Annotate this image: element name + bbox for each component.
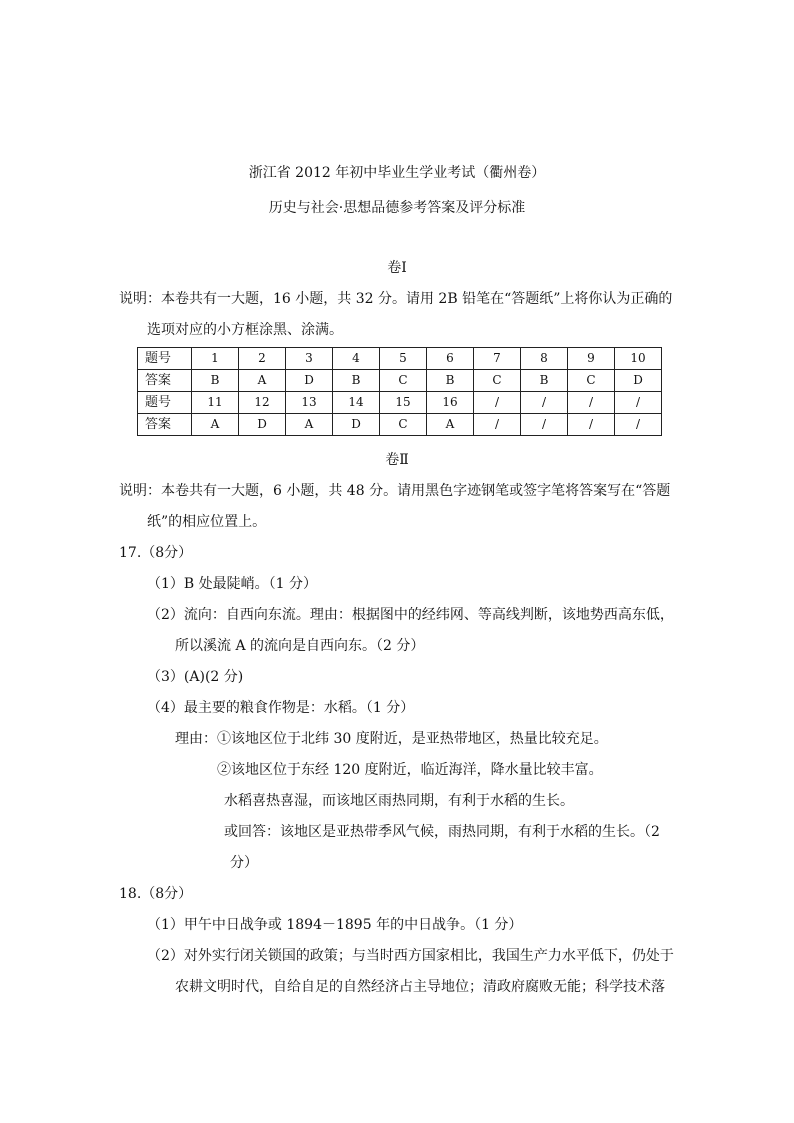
q18-answer-1: （1）甲午中日战争或 1894－1895 年的中日战争。（1 分） <box>147 917 523 933</box>
answer-table-cell: A <box>192 414 239 436</box>
answer-table-cell: 8 <box>521 348 568 370</box>
q17-reason-2: ②该地区位于东经 120 度附近，临近海洋，降水量比较丰富。 <box>217 762 603 778</box>
section1-note-cont: 选项对应的小方框涂黑、涂满。 <box>147 322 343 338</box>
answer-table-cell: A <box>239 370 286 392</box>
answer-table <box>137 347 662 436</box>
answer-table-cell: / <box>568 392 615 414</box>
q17-answer-1: （1）B 处最陡峭。（1 分） <box>147 576 318 592</box>
answer-table-cell: C <box>568 370 615 392</box>
answer-table-cell: D <box>333 414 380 436</box>
answer-table-cell: 15 <box>380 392 427 414</box>
q17-answer-3: （3）(A)(2 分) <box>147 669 244 685</box>
answer-table-row <box>138 392 662 414</box>
document-title: 浙江省 2012 年初中毕业生学业考试（衢州卷） <box>248 165 546 181</box>
answer-table-cell: 4 <box>333 348 380 370</box>
answer-table-cell: 1 <box>192 348 239 370</box>
answer-table-cell: B <box>521 370 568 392</box>
answer-table-cell: / <box>474 414 521 436</box>
q17-answer-2-cont: 所以溪流 A 的流向是自西向东。（2 分） <box>175 638 425 654</box>
answer-table-cell: 2 <box>239 348 286 370</box>
answer-table-cell: B <box>192 370 239 392</box>
answer-table-row-header: 答案 <box>138 370 192 392</box>
q17-label: 17.（8分） <box>119 545 193 561</box>
answer-table-cell: 10 <box>615 348 662 370</box>
answer-table-row-header: 题号 <box>138 348 192 370</box>
answer-table-cell: / <box>615 414 662 436</box>
q18-answer-2: （2）对外实行闭关锁国的政策；与当时西方国家相比，我国生产力水平低下，仍处于 <box>147 948 674 964</box>
answer-table-cell: 6 <box>427 348 474 370</box>
answer-table-cell: / <box>474 392 521 414</box>
answer-table-cell: 5 <box>380 348 427 370</box>
section2-heading: 卷Ⅱ <box>385 452 409 468</box>
answer-table-row <box>138 348 662 370</box>
answer-table-cell: 3 <box>286 348 333 370</box>
answer-table-cell: D <box>286 370 333 392</box>
answer-table-cell: 7 <box>474 348 521 370</box>
document-subtitle: 历史与社会·思想品德参考答案及评分标准 <box>268 200 526 216</box>
answer-table-cell: A <box>286 414 333 436</box>
section1-heading: 卷Ⅰ <box>387 260 407 276</box>
q17-answer-2: （2）流向：自西向东流。理由：根据图中的经纬网、等高线判断，该地势西高东低， <box>147 607 674 623</box>
q17-answer-4: （4）最主要的粮食作物是：水稻。（1 分） <box>147 700 415 716</box>
answer-table-cell: 16 <box>427 392 474 414</box>
answer-table-cell: / <box>521 392 568 414</box>
answer-table-row <box>138 370 662 392</box>
answer-table-cell: D <box>239 414 286 436</box>
q18-answer-2-cont: 农耕文明时代，自给自足的自然经济占主导地位；清政府腐败无能；科学技术落 <box>175 979 665 995</box>
answer-table-row-header: 答案 <box>138 414 192 436</box>
answer-table-cell: B <box>333 370 380 392</box>
answer-table-cell: C <box>380 370 427 392</box>
q17-reason-3: 水稻喜热喜湿，而该地区雨热同期，有利于水稻的生长。 <box>224 793 574 809</box>
answer-table-cell: 13 <box>286 392 333 414</box>
section1-note: 说明：本卷共有一大题，16 小题，共 32 分。请用 2B 铅笔在“答题纸”上将你认为正确的 <box>119 291 673 307</box>
answer-table-cell: / <box>615 392 662 414</box>
section2-note-cont: 纸”的相应位置上。 <box>147 514 267 530</box>
q17-reason-4: 或回答：该地区是亚热带季风气候，雨热同期，有利于水稻的生长。（2 <box>224 824 660 840</box>
answer-table-cell: C <box>380 414 427 436</box>
answer-table-cell: 11 <box>192 392 239 414</box>
answer-table-cell: 9 <box>568 348 615 370</box>
answer-table-row-header: 题号 <box>138 392 192 414</box>
answer-table-cell: / <box>521 414 568 436</box>
section2-note: 说明：本卷共有一大题，6 小题，共 48 分。请用黑色字迹钢笔或签字笔将答案写在“答题 <box>119 483 671 499</box>
answer-table-cell: C <box>474 370 521 392</box>
answer-table-cell: 12 <box>239 392 286 414</box>
q17-reason-1: 理由：①该地区位于北纬 30 度附近，是亚热带地区，热量比较充足。 <box>175 731 608 747</box>
answer-table-cell: D <box>615 370 662 392</box>
answer-table-cell: A <box>427 414 474 436</box>
q17-reason-4-cont: 分） <box>230 855 258 871</box>
answer-table-cell: 14 <box>333 392 380 414</box>
q18-label: 18.（8分） <box>119 886 193 902</box>
answer-table-cell: B <box>427 370 474 392</box>
answer-table-row <box>138 414 662 436</box>
answer-table-cell: / <box>568 414 615 436</box>
